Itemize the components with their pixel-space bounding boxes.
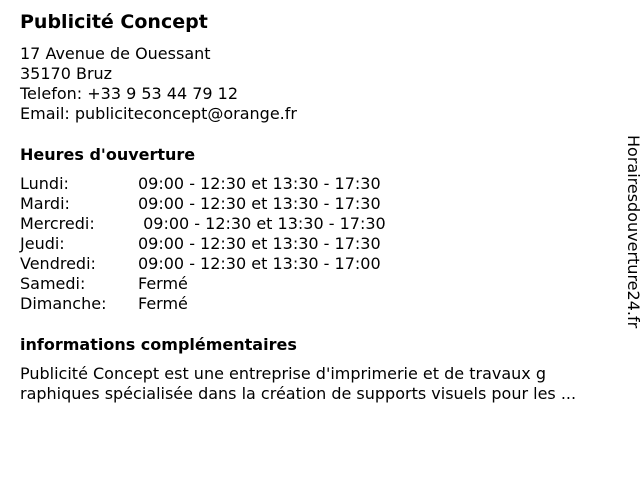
opening-hours-table bbox=[20, 174, 440, 314]
business-description bbox=[20, 364, 610, 404]
day-label: Lundi: bbox=[20, 174, 69, 193]
hours-row-sunday bbox=[20, 294, 440, 314]
time-range: Fermé bbox=[138, 274, 188, 293]
hours-row-wednesday bbox=[20, 214, 440, 234]
address-block bbox=[20, 44, 297, 124]
city-postal: 35170 Bruz bbox=[20, 64, 113, 83]
day-label: Vendredi: bbox=[20, 254, 96, 273]
hours-row-thursday bbox=[20, 234, 440, 254]
street-address: 17 Avenue de Ouessant bbox=[20, 44, 211, 63]
time-range: Fermé bbox=[138, 294, 188, 313]
additional-info-heading: informations complémentaires bbox=[20, 335, 297, 354]
hours-row-monday bbox=[20, 174, 440, 194]
hours-row-saturday bbox=[20, 274, 440, 294]
opening-hours-heading: Heures d'ouverture bbox=[20, 145, 196, 164]
time-range: 09:00 - 12:30 et 13:30 - 17:00 bbox=[138, 254, 381, 273]
time-range: 09:00 - 12:30 et 13:30 - 17:30 bbox=[138, 234, 381, 253]
day-label: Mardi: bbox=[20, 194, 70, 213]
business-name: Publicité Concept bbox=[20, 11, 208, 33]
day-label: Dimanche: bbox=[20, 294, 107, 313]
description-line: raphiques spécialisée dans la création de supports visuels pour les ... bbox=[20, 384, 577, 403]
hours-row-tuesday bbox=[20, 194, 440, 214]
day-label: Mercredi: bbox=[20, 214, 95, 233]
email-address: Email: publiciteconcept@orange.fr bbox=[20, 104, 297, 123]
hours-row-friday bbox=[20, 254, 440, 274]
phone-number: Telefon: +33 9 53 44 79 12 bbox=[20, 84, 239, 103]
time-range: 09:00 - 12:30 et 13:30 - 17:30 bbox=[138, 214, 386, 233]
time-range: 09:00 - 12:30 et 13:30 - 17:30 bbox=[138, 174, 381, 193]
day-label: Jeudi: bbox=[20, 234, 65, 253]
time-range: 09:00 - 12:30 et 13:30 - 17:30 bbox=[138, 194, 381, 213]
site-watermark: Horairesdouverture24.fr bbox=[624, 135, 643, 329]
day-label: Samedi: bbox=[20, 274, 86, 293]
description-line: Publicité Concept est une entreprise d'imprimerie et de travaux g bbox=[20, 364, 546, 383]
